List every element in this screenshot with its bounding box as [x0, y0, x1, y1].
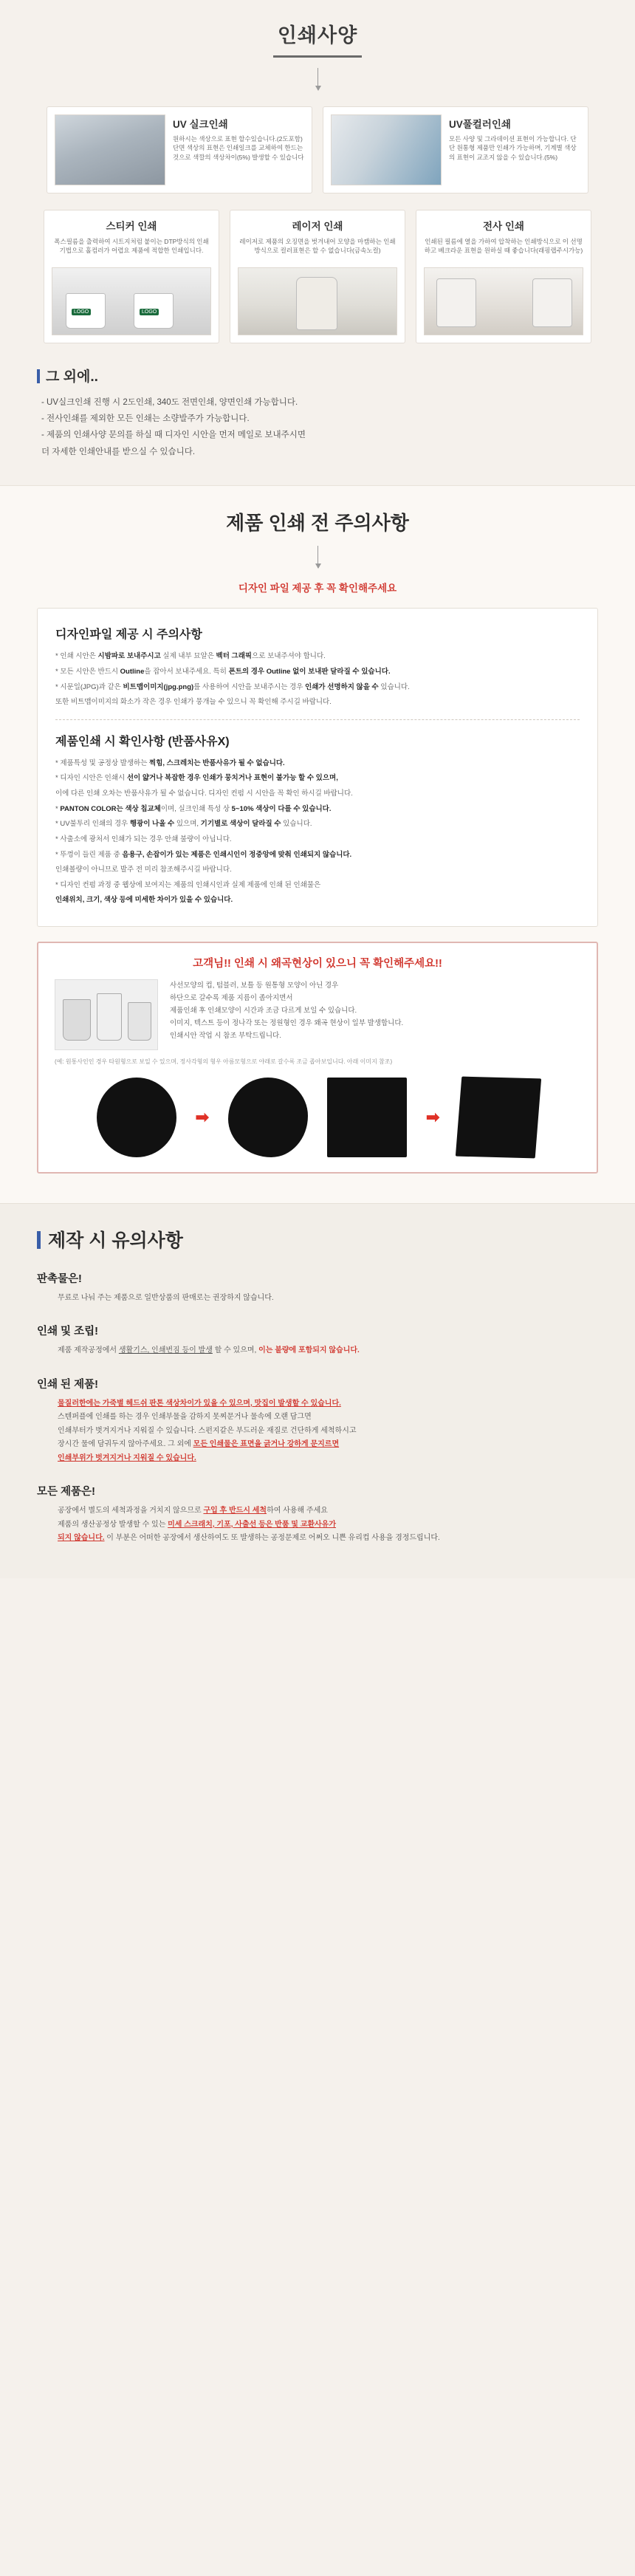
accent-bar-icon	[37, 1231, 41, 1249]
notice-line: 제품 제작공정에서 생활기스, 인쇄번짐 등이 발생 할 수 있으며, 이는 불량에 포함되지 않습니다.	[58, 1346, 360, 1355]
spec-cards-top	[0, 106, 635, 193]
notice-block	[37, 1323, 598, 1358]
notice-line: 인쇄부터가 벗겨지거나 지워질 수 있습니다. 스펀지같은 부드러운 재질로 건단하게 세척하시고	[58, 1426, 357, 1435]
etc-item: 더 자세한 인쇄안내를 받으실 수 있습니다.	[41, 447, 196, 456]
spec-card-body: 인쇄된 필름에 열을 가하여 압착하는 인쇄방식으로 이 선명하고 베크라운 표현을 원하실 때 좋습니다(래핑랩주시가능)	[424, 238, 583, 255]
warning-body	[55, 979, 580, 1050]
warning-line: 인쇄시안 작업 시 참조 부탁드립니다.	[170, 1032, 281, 1041]
uv-silk-photo	[55, 114, 165, 185]
rule-item: * 디자인 시안은 인쇄시 선이 얇거나 복잡한 경우 인쇄가 뭉치거나 표현이 불가능 할 수 있으며,	[55, 774, 338, 783]
warning-line: 하단으로 갈수록 제품 지름이 좁아지면서	[170, 994, 293, 1003]
spec-card-body: 모든 사양 및 그라데이션 표현이 가능합니다. 단단 원통형 제품만 인쇄가 가능하며, 기계별 색상의 표현이 교조지 않을 수 있습니다.(5%)	[449, 135, 577, 161]
manufacturing-title-text: 제작 시 유의사항	[48, 1230, 183, 1251]
rule-item: 인쇄볼량이 아니므로 발주 전 미리 참조해주시길 바랍니다.	[55, 866, 232, 874]
rule-item: * UV불투리 인쇄의 경우 행광이 나올 수 있으며, 기기별로 색상이 달라질 수 있습니다.	[55, 820, 312, 829]
notice-block	[37, 1270, 598, 1306]
print-spec-title-wrap	[0, 19, 635, 90]
shape-circle	[97, 1078, 176, 1157]
rule-item: 이에 다른 인쇄 오차는 반품사유가 될 수 없습니다. 디자인 컨펌 시 시안을 꼭 확인 하시길 바랍니다.	[55, 789, 353, 798]
spec-card	[323, 106, 588, 193]
warning-text	[170, 979, 403, 1042]
pre-print-notice-section	[0, 485, 635, 1203]
distortion-shapes	[55, 1078, 580, 1157]
distortion-cups-photo	[55, 979, 158, 1050]
rule-item: * 디자인 컨펌 과정 중 웹상에 보여지는 제품의 인쇄시인과 실제 제품에 인쇄 된 인쇄물은	[55, 880, 321, 889]
distortion-warning-box	[37, 942, 598, 1174]
pre-print-subtitle: 디자인 파일 제공 후 꼭 확인해주세요	[238, 583, 397, 595]
rule-item: * 시문일(JPG)과 같은 비트맵이미지(jpg.png)를 사용하여 시안을 보내주시는 경우 인쇄가 선명하지 않을 수 있습니다.	[55, 682, 410, 691]
print-check-heading: 제품인쇄 시 확인사항 (반품사유X)	[55, 735, 230, 748]
spec-card-text	[173, 114, 304, 162]
print-spec-title: 인쇄사양	[277, 24, 358, 47]
shape-ellipse	[228, 1078, 308, 1157]
spec-card-body: 레이저로 제품의 오징면을 벗겨내어 모양을 마캠하는 인쇄방식으로 컬러표현은 할 수 없습니다(금속노컬)	[239, 238, 396, 255]
rule-item: * 제품특성 및 공정상 발생하는 찍힘, 스크레치는 반품사유가 될 수 없습니다.	[55, 758, 285, 767]
arrow-right-icon: ➡	[426, 1107, 440, 1126]
notice-block-heading: 인쇄 된 제품!	[37, 1378, 98, 1391]
spec-card-title: 스티커 인쇄	[106, 221, 157, 232]
spec-card-title: UV풀컬러인쇄	[449, 119, 511, 130]
spec-card	[44, 210, 219, 343]
warning-line: 사선모양의 컵, 텀블러, 보틀 등 원통형 모양이 아닌 경우	[170, 982, 339, 990]
spec-card-body: 폭스필름을 출력하여 시트지처럼 붙이는 DTP방식의 인쇄기법으로 홀컴러가 어렵요 제품에 적합한 인쇄입니다.	[54, 238, 209, 255]
notice-block-heading: 판촉물은!	[37, 1272, 82, 1285]
spec-card-body: 원하시는 색상으로 표현 할수있습니다.(2도포함) 단면 색상의 표현은 인쇄일크를 교체하여 한드는 것으로 색깔의 색상차이(5%) 발생할 수 있습니다	[173, 135, 304, 161]
warning-line: 제품인쇄 후 인쇄모양이 시간과 조금 다르게 보일 수 있습니다.	[170, 1007, 357, 1015]
laser-tumbler-photo	[238, 267, 397, 335]
warning-heading: 고객님!! 인쇄 시 왜곡현상이 있으니 꼭 확인해주세요!!	[193, 958, 442, 970]
notice-line: 인쇄부위가 벗겨지거나 지워질 수 있습니다.	[58, 1453, 196, 1462]
notice-block	[37, 1376, 598, 1466]
etc-item: - 제품의 인쇄사양 문의를 하실 때 디자인 시안을 먼저 메일로 보내주시면	[41, 431, 306, 440]
rule-item: * 사출소에 광처서 인쇄가 되는 경우 안쇄 불량이 아닙니다.	[55, 835, 232, 843]
notice-line: 물질러한에는 가죽별 헤드쉬 판톤 색상차이가 있을 수 있으며, 맛집이 발생할 수 있습니다.	[58, 1399, 341, 1408]
spec-cards-bottom	[0, 210, 635, 343]
etc-item: - 전사인쇄를 제외한 모든 인쇄는 소량발주가 가능합니다.	[41, 414, 250, 424]
shape-skewed-square	[456, 1076, 541, 1158]
etc-heading-text: 그 외에..	[46, 369, 98, 385]
spec-card-title: 전사 인쇄	[483, 221, 524, 232]
notice-line: 스텐퍼플에 인쇄를 하는 경우 인쇄부물을 감하지 못찌문거나 물속에 오랜 담그면	[58, 1413, 312, 1422]
manufacturing-title	[37, 1226, 598, 1253]
notice-line: 되지 않습니다. 이 부분은 어떠한 공장에서 생산하여도 또 발생하는 공정문제로 어쩌오 니쁜 유리컵 사용을 경정드립니다.	[58, 1534, 440, 1543]
notice-line: 공장에서 별도의 세척과정을 거치지 않으므로 구입 후 반드시 세척하여 사용해 주세요	[58, 1507, 328, 1515]
warning-line: 이미지, 텍스트 등이 정나각 또는 정원형인 경우 왜곡 현상이 일부 발생합니다.	[170, 1019, 404, 1028]
notice-block	[37, 1483, 598, 1546]
notice-line: 무료로 나눠 주는 제품으로 일반상품의 판매로는 권장하지 않습니다.	[58, 1293, 274, 1302]
rule-item: 인쇄위치, 크기, 색상 등에 미세한 차이가 있을 수 있습니다.	[55, 896, 233, 905]
spec-card	[230, 210, 405, 343]
accent-bar-icon	[37, 369, 40, 383]
uv-fullcolor-photo	[331, 114, 442, 185]
spec-card-text	[238, 218, 397, 256]
arrow-right-icon: ➡	[195, 1107, 209, 1126]
spec-card-title: UV 실크인쇄	[173, 119, 228, 130]
manufacturing-notice-section	[0, 1203, 635, 1578]
design-file-heading: 디자인파일 제공 시 주의사항	[55, 628, 202, 642]
spec-card	[416, 210, 591, 343]
notice-block-heading: 인쇄 및 조립!	[37, 1326, 98, 1338]
print-spec-section	[0, 0, 635, 485]
rule-item: * 뚜껑이 들린 제품 중 음용구, 손잡이가 있는 제품은 인쇄시인이 정중앙에 맞춰 인쇄되지 않습니다.	[55, 850, 352, 859]
title-underline	[273, 55, 362, 58]
shape-square	[327, 1078, 407, 1157]
spec-card-text	[449, 114, 580, 162]
pre-print-title: 제품 인쇄 전 주의사항	[226, 512, 409, 535]
rule-item: * PANTON COLOR는 색상 칩교체이며, 실크인쇄 특성 상 5~10% 색상이 다를 수 있습니다.	[55, 804, 332, 813]
etc-item: - UV실크인쇄 진행 시 2도인쇄, 340도 전면인쇄, 양면인쇄 가능합니다.	[41, 397, 298, 407]
spec-card-title: 레이저 인쇄	[292, 221, 343, 232]
etc-heading	[37, 366, 598, 386]
spec-card-text	[424, 218, 583, 256]
rule-item: * 인쇄 시안은 시밤파로 보내주시고 실제 내부 묘알은 벡터 그래픽으로 보내주셔야 합니다.	[55, 652, 326, 661]
notice-line: 제품의 생산공정상 발생할 수 있는 미세 스크래치, 기포, 사출선 등은 반품 및 교환사유가	[58, 1520, 337, 1529]
sticker-mug-photo: LOGO LOGO	[52, 267, 211, 335]
rule-item: 또한 비트맵이미지의 화소가 작은 경우 인쇄가 뭉개늘 수 있으니 꼭 확인해 주시길 바랍니다.	[55, 698, 332, 707]
rule-item: * 모든 시안은 반드시 Outline을 잡아서 보내주세요. 특히 폰트의 경우 Outline 없이 보내판 달라질 수 있습니다.	[55, 667, 391, 676]
design-file-panel	[37, 608, 598, 927]
divider	[55, 719, 580, 720]
transfer-cup-photo	[424, 267, 583, 335]
etc-block	[37, 366, 598, 461]
spec-card-text	[52, 218, 211, 256]
spec-card	[47, 106, 312, 193]
notice-line: 장시간 물에 담궈두지 않아주세요. 그 외에 모든 인쇄물은 표면을 긁거나 강하게 문지르면	[58, 1440, 340, 1449]
warning-note: (예: 원통사인인 경우 타원형으로 보일 수 있으며, 정사각형의 형우 아름모형으로 야래로 갈수록 조금 좁아보입니다. 아래 이미지 참조)	[55, 1058, 393, 1066]
notice-block-heading: 모든 제품은!	[37, 1486, 95, 1498]
